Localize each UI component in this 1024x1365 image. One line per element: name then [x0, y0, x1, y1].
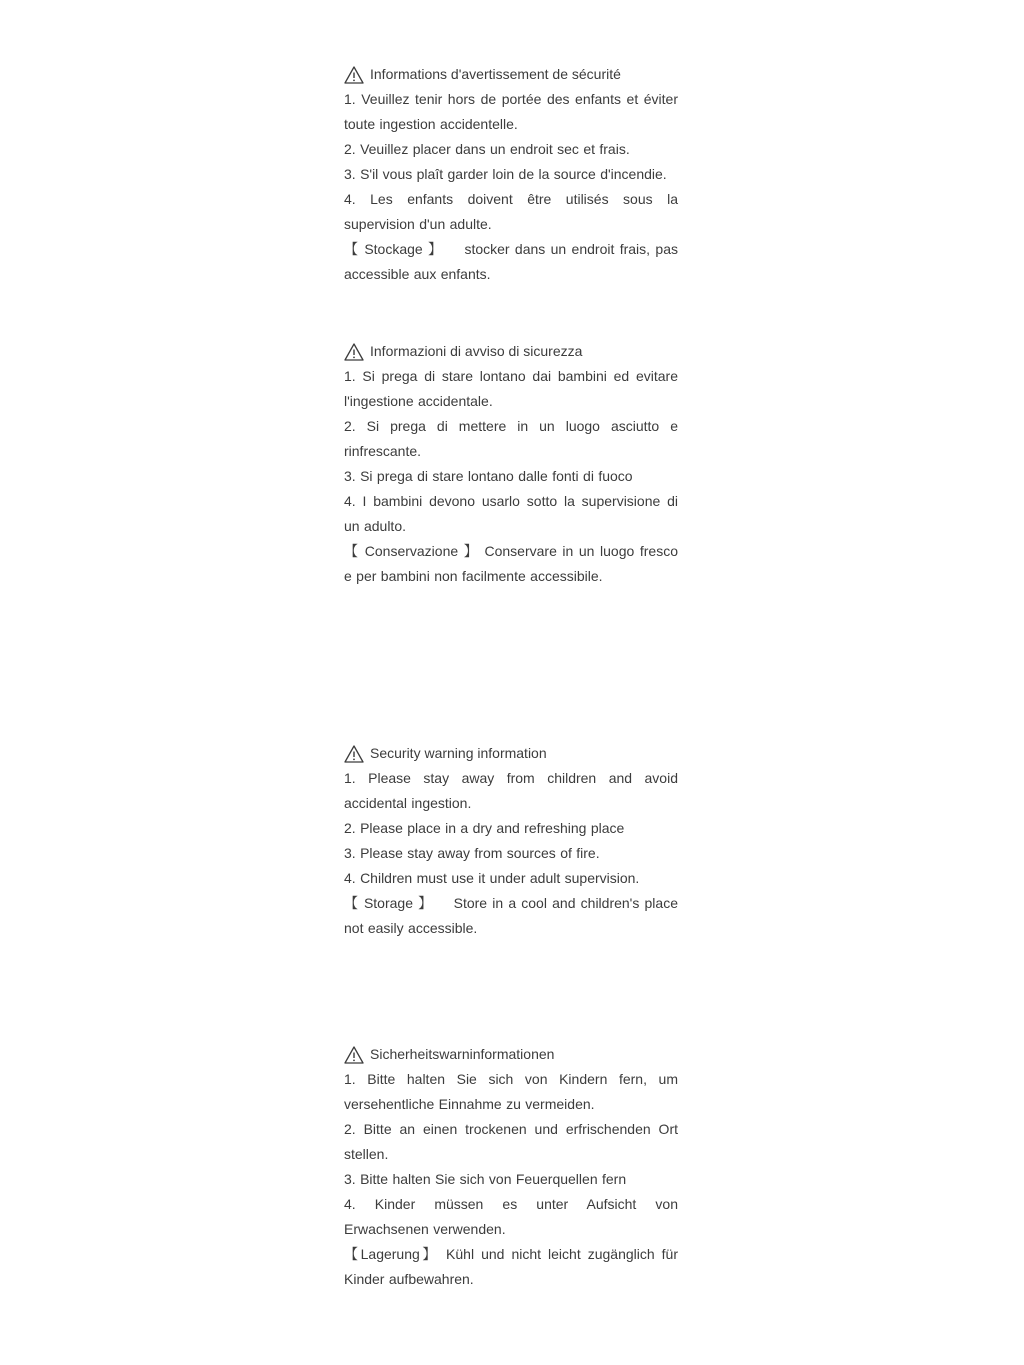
warning-item-3: 3. Bitte halten Sie sich von Feuerquellen fern [344, 1171, 627, 1187]
warning-item-4: 4. Les enfants doivent être utilisés sous la supervision d'un adulte. [344, 191, 678, 232]
storage-text: Conservare in un luogo fresco e per bambini non facilmente accessibile. [344, 543, 678, 584]
storage-note [344, 539, 678, 589]
warning-item-1: 1. Si prega di stare lontano dai bambini ed evitare l'ingestione accidentale. [344, 368, 678, 409]
section-german-warning [344, 1042, 678, 1292]
warning-item-3: 3. Please stay away from sources of fire. [344, 845, 600, 861]
section-heading [344, 741, 678, 766]
warning-item-3: 3. S'il vous plaît garder loin de la source d'incendie. [344, 166, 667, 182]
section-heading [344, 339, 678, 364]
warning-item-2: 2. Si prega di mettere in un luogo asciutto e rinfrescante. [344, 418, 678, 459]
storage-note [344, 891, 678, 941]
section-italian-warning [344, 339, 678, 589]
storage-text: Store in a cool and children's place not easily accessible. [344, 895, 678, 936]
section-title: Sicherheitswarninformationen [370, 1046, 555, 1062]
warning-triangle-icon [344, 745, 364, 763]
storage-text: stocker dans un endroit frais, pas accessible aux enfants. [344, 241, 678, 282]
storage-label: 【 Storage 】 [344, 895, 433, 911]
warning-item-4: 4. Children must use it under adult supervision. [344, 870, 640, 886]
warning-item-1: 1. Veuillez tenir hors de portée des enfants et éviter toute ingestion accidentelle. [344, 91, 678, 132]
warning-item-1: 1. Please stay away from children and avoid accidental ingestion. [344, 770, 678, 811]
warning-item-1: 1. Bitte halten Sie sich von Kindern fern, um versehentliche Einnahme zu vermeiden. [344, 1071, 678, 1112]
section-title: Informazioni di avviso di sicurezza [370, 343, 583, 359]
section-title: Informations d'avertissement de sécurité [370, 66, 621, 82]
warning-item-2: 2. Please place in a dry and refreshing place [344, 820, 625, 836]
storage-text: Kühl und nicht leicht zugänglich für Kinder aufbewahren. [344, 1246, 679, 1287]
warning-item-2: 2. Bitte an einen trockenen und erfrischenden Ort stellen. [344, 1121, 678, 1162]
storage-label: 【Lagerung】 [344, 1246, 440, 1262]
section-heading [344, 62, 678, 87]
storage-note [344, 237, 678, 287]
warning-item-3: 3. Si prega di stare lontano dalle fonti di fuoco [344, 468, 633, 484]
storage-label: 【 Conservazione 】 [344, 543, 479, 559]
storage-note [344, 1242, 678, 1292]
section-french-warning [344, 62, 678, 287]
storage-label: 【 Stockage 】 [344, 241, 444, 257]
warning-item-2: 2. Veuillez placer dans un endroit sec et frais. [344, 141, 630, 157]
warning-triangle-icon [344, 66, 364, 84]
warning-item-4: 4. Kinder müssen es unter Aufsicht von Erwachsenen verwenden. [344, 1196, 678, 1237]
section-title: Security warning information [370, 745, 547, 761]
section-heading [344, 1042, 678, 1067]
warning-triangle-icon [344, 343, 364, 361]
warning-item-4: 4. I bambini devono usarlo sotto la supervisione di un adulto. [344, 493, 678, 534]
warning-triangle-icon [344, 1046, 364, 1064]
section-english-warning [344, 741, 678, 941]
